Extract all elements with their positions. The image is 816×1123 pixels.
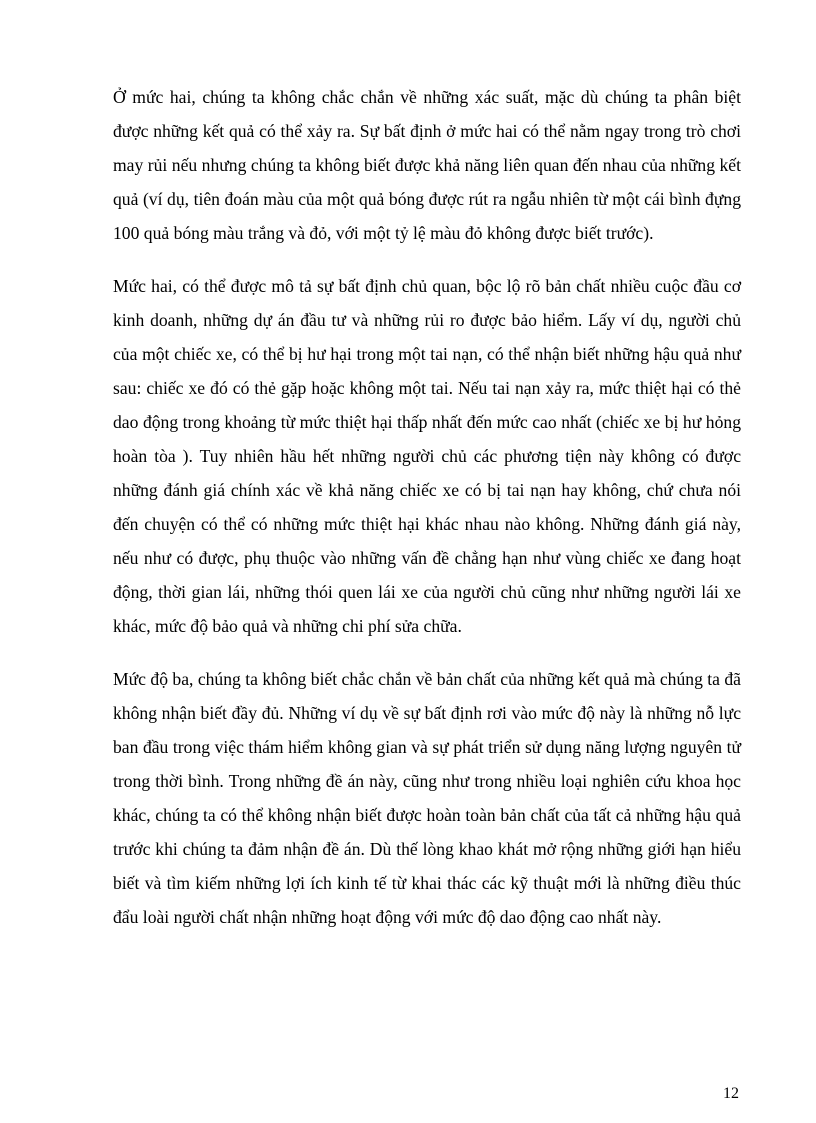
body-text (113, 80, 741, 953)
paragraph-level-two-probability: Ở mức hai, chúng ta không chắc chắn về những xác suất, mặc dù chúng ta phân biệt được những kết quả có thể xảy ra. Sự bất định ở mức hai có thể nằm ngay trong trò chơi may rủi nếu nhưng chúng ta không biết được khả năng liên quan đến nhau của những kết quả (ví dụ, tiên đoán màu của một quả bóng được rút ra ngẫu nhiên từ một cái bình đựng 100 quả bóng màu trắng và đỏ, với một tỷ lệ màu đỏ không được biết trước). (113, 87, 741, 243)
paragraph-level-three-outcomes: Mức độ ba, chúng ta không biết chắc chắn về bản chất của những kết quả mà chúng ta đã không nhận biết đầy đủ. Những ví dụ về sự bất định rơi vào mức độ này là những nỗ lực ban đầu trong việc thám hiểm không gian và sự phát triển sử dụng năng lượng nguyên tử trong thời bình. Trong những đề án này, cũng như trong nhiều loại nghiên cứu khoa học khác, chúng ta có thể không nhận biết được hoàn toàn bản chất của tất cả những hậu quả trước khi chúng ta đảm nhận đề án. Dù thế lòng khao khát mở rộng những giới hạn hiểu biết và tìm kiếm những lợi ích kinh tế từ khai thác các kỹ thuật mới là những điều thúc đẩu loài người chất nhận những hoạt động với mức độ dao động cao nhất này. (113, 669, 741, 927)
page-number: 12 (723, 1085, 739, 1102)
paragraph-subjective-uncertainty: Mức hai, có thể được mô tả sự bất định chủ quan, bộc lộ rõ bản chất nhiều cuộc đầu cơ kinh doanh, những dự án đầu tư và những rủi ro được bảo hiểm. Lấy ví dụ, người chủ của một chiếc xe, có thể bị hư hại trong một tai nạn, có thể nhận biết những hậu quả như sau: chiếc xe đó có thẻ gặp hoặc không một tai. Nếu tai nạn xảy ra, mức thiệt hại có thẻ dao động trong khoảng từ mức thiệt hại thấp nhất đến mức cao nhất (chiếc xe bị hư hỏng hoàn tòa ). Tuy nhiên hầu hết những người chủ các phương tiện này không có được những đánh giá chính xác về khả năng chiếc xe có bị tai nạn hay không, chứ chưa nói đến chuyện có thể có những mức thiệt hại khác nhau nào không. Những đánh giá này, nếu như có được, phụ thuộc vào những vấn đề chẳng hạn như vùng chiếc xe đang hoạt động, thời gian lái, những thói quen lái xe của người chủ cũng như những người lái xe khác, mức độ bảo quả và những chi phí sửa chữa. (113, 276, 741, 636)
